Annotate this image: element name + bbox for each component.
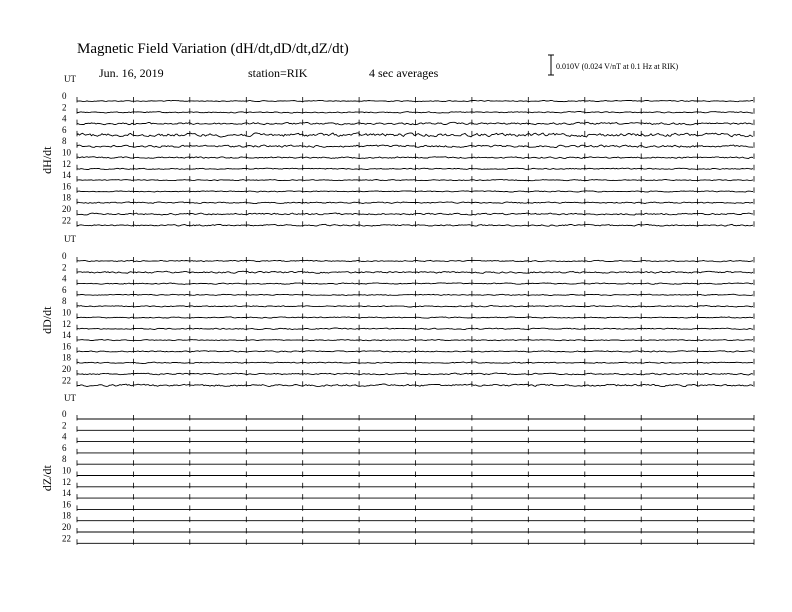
trace-line xyxy=(77,306,753,308)
ut-axis-label: UT xyxy=(64,74,76,84)
hour-label: 20 xyxy=(62,204,71,214)
hour-label: 2 xyxy=(62,262,67,273)
ut-axis-label: UT xyxy=(64,393,76,403)
trace-line xyxy=(77,224,753,226)
trace-line xyxy=(77,351,753,352)
trace-line xyxy=(77,100,753,101)
hour-label: 4 xyxy=(62,113,67,124)
trace-line xyxy=(77,340,753,341)
hour-label: 6 xyxy=(62,284,67,295)
hour-label: 16 xyxy=(62,341,71,352)
hour-label: 10 xyxy=(62,147,71,158)
hour-label: 18 xyxy=(62,352,71,363)
hour-label: 22 xyxy=(62,375,71,386)
trace-line xyxy=(77,168,753,170)
station-label: station=RIK xyxy=(248,66,308,80)
trace-line xyxy=(77,133,753,137)
averaging-label: 4 sec averages xyxy=(369,66,439,80)
hour-label: 16 xyxy=(62,499,71,510)
panel-label: dD/dt xyxy=(40,306,54,334)
trace-line xyxy=(77,112,753,114)
trace-line xyxy=(77,362,753,364)
panel-dZ-dt xyxy=(40,393,754,545)
trace-line xyxy=(77,373,753,375)
hour-label: 4 xyxy=(62,431,67,442)
chart-title: Magnetic Field Variation (dH/dt,dD/dt,dZ/dt) xyxy=(77,41,349,57)
trace-line xyxy=(77,271,753,273)
trace-line xyxy=(77,202,753,204)
hour-label: 2 xyxy=(62,102,67,113)
hour-label: 20 xyxy=(62,522,71,532)
trace-line xyxy=(77,384,753,387)
hour-label: 12 xyxy=(62,158,71,169)
scale-bar xyxy=(548,55,679,75)
trace-line xyxy=(77,213,753,215)
panels-group xyxy=(40,74,754,545)
hour-label: 12 xyxy=(62,318,71,329)
panel-dD-dt xyxy=(40,234,754,387)
hour-label: 8 xyxy=(62,136,67,147)
trace-line xyxy=(77,180,753,181)
trace-line xyxy=(77,122,753,125)
hour-label: 16 xyxy=(62,181,71,192)
hour-label: 12 xyxy=(62,476,71,487)
ut-axis-label: UT xyxy=(64,234,76,244)
hour-label: 14 xyxy=(62,330,71,341)
trace-line xyxy=(77,157,753,159)
hour-label: 20 xyxy=(62,364,71,374)
hour-label: 14 xyxy=(62,170,71,181)
trace-line xyxy=(77,317,753,318)
hour-label: 10 xyxy=(62,465,71,476)
panel-label: dZ/dt xyxy=(40,465,54,492)
hour-label: 0 xyxy=(62,409,67,419)
hour-label: 18 xyxy=(62,192,71,203)
hour-label: 6 xyxy=(62,124,67,135)
trace-line xyxy=(77,328,753,330)
trace-line xyxy=(77,294,753,295)
trace-line xyxy=(77,145,753,148)
hour-label: 18 xyxy=(62,510,71,521)
hour-label: 0 xyxy=(62,251,67,261)
trace-line xyxy=(77,191,753,192)
hour-label: 2 xyxy=(62,420,67,431)
hour-label: 4 xyxy=(62,273,67,284)
hour-label: 8 xyxy=(62,454,67,465)
trace-line xyxy=(77,260,753,262)
panel-label: dH/dt xyxy=(40,146,54,174)
hour-label: 10 xyxy=(62,307,71,318)
hour-label: 6 xyxy=(62,442,67,453)
hour-label: 8 xyxy=(62,296,67,307)
hour-label: 22 xyxy=(62,215,71,226)
scale-bar-label: 0.010V (0.024 V/nT at 0.1 Hz at RIK) xyxy=(556,62,679,71)
hour-label: 14 xyxy=(62,488,71,499)
date-label: Jun. 16, 2019 xyxy=(99,66,164,80)
hour-label: 0 xyxy=(62,91,67,101)
trace-line xyxy=(77,283,753,285)
hour-label: 22 xyxy=(62,533,71,544)
panel-dH-dt xyxy=(40,74,754,227)
